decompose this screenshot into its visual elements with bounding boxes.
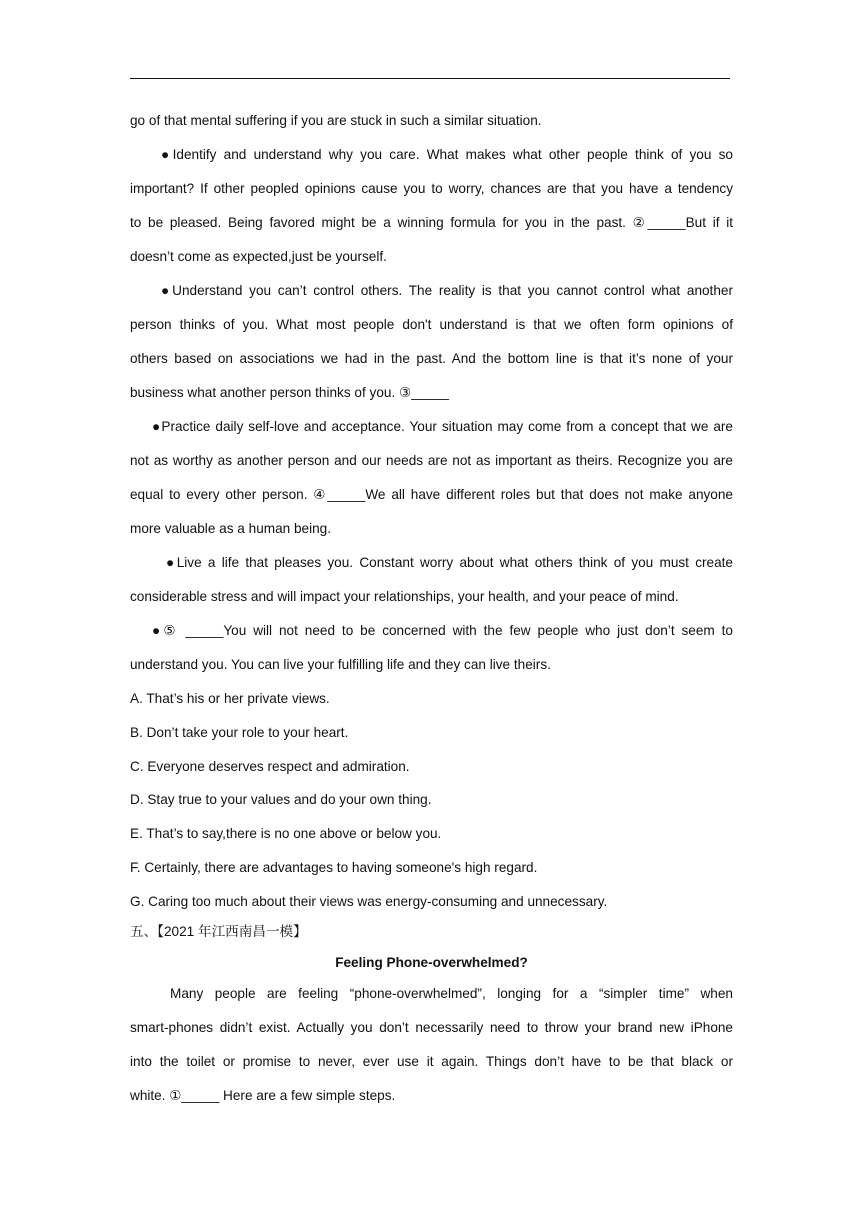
passage-line: ●Practice daily self-love and acceptance. Your situation may come from a concept that we are [152, 419, 733, 434]
option-b: B. Don’t take your role to your heart. [130, 724, 349, 740]
passage-line: ●Identify and understand why you care. What makes what other people think of you so [161, 147, 733, 162]
passage-line: understand you. You can live your fulfilling life and they can live theirs. [130, 657, 551, 672]
option-g: G. Caring too much about their views was energy-consuming and unnecessary. [130, 893, 608, 909]
passage-line: more valuable as a human being. [130, 521, 332, 536]
passage-line: into the toilet or promise to never, ever use it again. Things don’t have to be that black or [130, 1053, 733, 1069]
passage-line: ●⑤ _____You will not need to be concerned with the few people who just don’t seem to [152, 623, 733, 638]
passage-line: business what another person thinks of you. ③_____ [130, 385, 450, 400]
passage-line: important? If other peopled opinions cause you to worry, chances are that you have a tendency [130, 181, 733, 196]
passage-line: ●Understand you can’t control others. The reality is that you cannot control what another [161, 283, 733, 298]
option-a: A. That’s his or her private views. [130, 691, 330, 706]
passage-line: Many people are feeling “phone-overwhelmed”, longing for a “simpler time” when [170, 985, 733, 1001]
passage-line: white. ①_____ Here are a few simple steps. [130, 1087, 396, 1103]
passage-line: not as worthy as another person and our needs are not as important as theirs. Recognize you are [130, 453, 733, 468]
passage-title: Feeling Phone-overwhelmed? [335, 954, 528, 970]
passage-line: doesn’t come as expected,just be yourself. [130, 249, 387, 264]
passage-line: others based on associations we had in the past. And the bottom line is that it’s none of your [130, 351, 733, 366]
option-f: F. Certainly, there are advantages to having someone's high regard. [130, 859, 538, 875]
option-d: D. Stay true to your values and do your own thing. [130, 792, 432, 808]
option-c: C. Everyone deserves respect and admiration. [130, 758, 410, 774]
passage-line: to be pleased. Being favored might be a winning formula for you in the past. ②_____But if it [130, 215, 733, 230]
passage-line: considerable stress and will impact your relationships, your health, and your peace of mind. [130, 589, 679, 604]
passage-line: ●Live a life that pleases you. Constant worry about what others think of you must create [166, 555, 733, 570]
passage-line: equal to every other person. ④_____We all have different roles but that does not make anyone [130, 487, 733, 502]
passage-line: person thinks of you. What most people don't understand is that we often form opinions of [130, 317, 733, 332]
passage-line: go of that mental suffering if you are stuck in such a similar situation. [130, 113, 542, 128]
option-e: E. That’s to say,there is no one above or below you. [130, 826, 442, 842]
section-heading: 五、【2021 年江西南昌一模】 [130, 923, 307, 939]
header-rule [130, 78, 730, 79]
passage-line: smart-phones didn’t exist. Actually you don’t necessarily need to throw your brand new iPhone [130, 1019, 733, 1035]
document-body [130, 104, 733, 1113]
